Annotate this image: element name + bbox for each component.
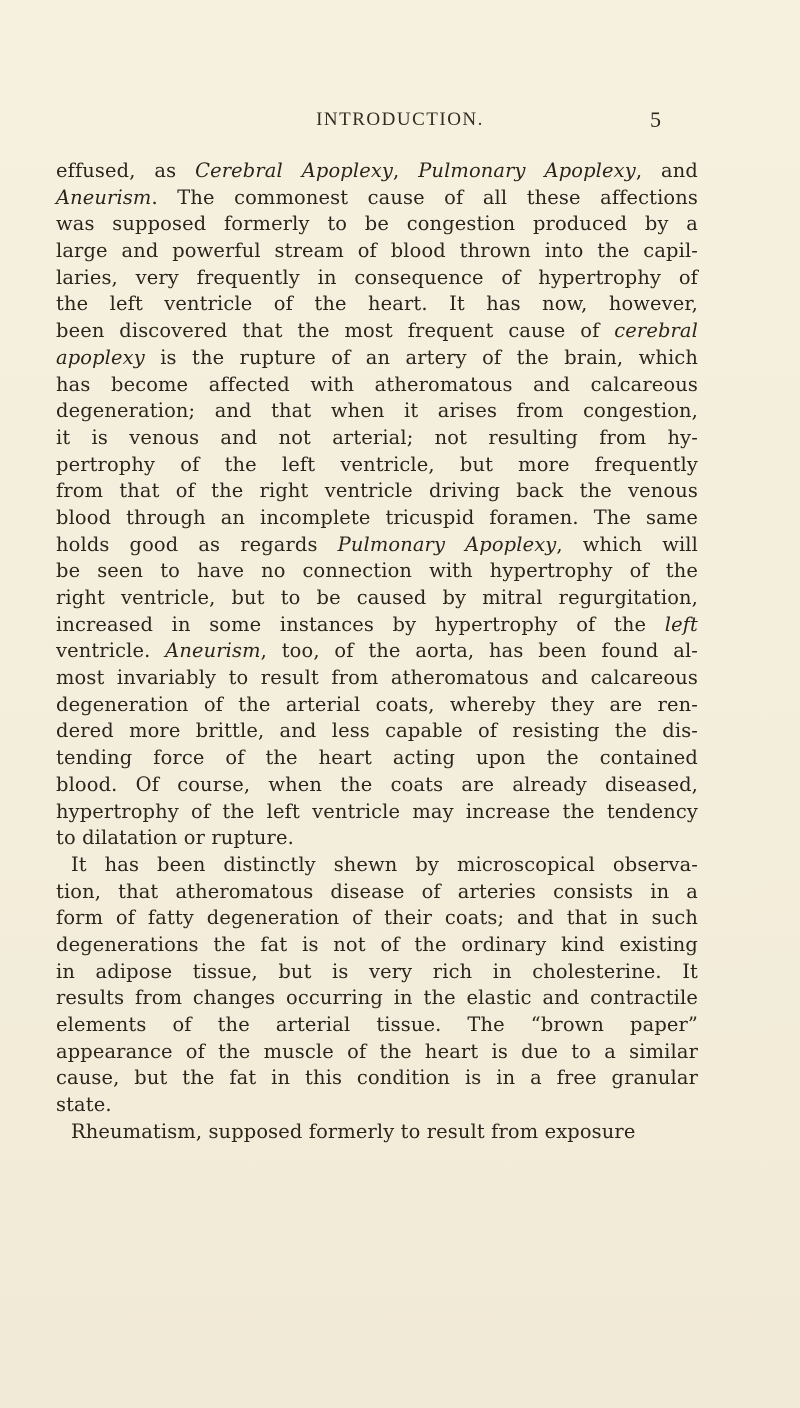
italic-term: Aneurism: [165, 639, 261, 663]
text-line: [56, 959, 698, 986]
text-line: [56, 905, 698, 932]
text-line: [56, 425, 698, 452]
text-segment: most invariably to result from atheromatous and calcareous: [56, 666, 698, 690]
text-segment: to dilatation or rupture.: [56, 826, 294, 850]
text-line: [56, 585, 698, 612]
text-line: [56, 692, 698, 719]
text-segment: elements of the arterial tissue. The “brown paper”: [56, 1013, 698, 1036]
italic-term: Pulmonary Apoplexy: [418, 159, 636, 182]
text-segment: it is venous and not arterial; not resulting from hy-: [56, 425, 698, 449]
text-line: [56, 985, 698, 1012]
text-segment: be seen to have no connection with hypertrophy of the: [56, 559, 698, 583]
text-segment: ventricle.: [56, 639, 166, 663]
text-segment: , which will: [556, 532, 698, 556]
text-line: [56, 1039, 698, 1066]
text-segment: blood. Of course, when the coats are already diseased,: [56, 772, 698, 796]
italic-term: left: [664, 612, 698, 636]
body-text: [56, 158, 698, 1145]
text-segment: results from changes occurring in the elastic and contractile: [56, 986, 698, 1010]
text-segment: It has been distinctly shewn by microscopical observa-: [71, 852, 698, 876]
text-segment: laries, very frequently in consequence of hypertrophy of: [56, 265, 698, 289]
text-segment: increased in some instances by hypertrophy of the: [56, 612, 665, 636]
running-head: INTRODUCTION.: [316, 109, 484, 130]
italic-term: cerebral: [614, 319, 698, 343]
text-segment: cause, but the fat in this condition is in a free granular: [56, 1066, 698, 1090]
text-line: [56, 452, 698, 479]
text-line: [56, 318, 698, 345]
text-segment: form of fatty degeneration of their coats; and that in such: [56, 906, 698, 930]
italic-term: apoplexy: [56, 345, 145, 369]
text-segment: state.: [56, 1093, 112, 1117]
text-line: [56, 1092, 698, 1119]
text-line: [56, 478, 698, 505]
text-segment: degeneration of the arterial coats, whereby they are ren-: [56, 692, 698, 716]
text-segment: , and: [635, 159, 698, 182]
text-line: [56, 265, 698, 292]
text-line: [56, 718, 698, 745]
text-line: [56, 345, 698, 372]
text-segment: holds good as regards: [56, 532, 338, 556]
text-line: [56, 638, 698, 665]
text-segment: , too, of the aorta, has been found al-: [260, 639, 698, 663]
text-segment: in adipose tissue, but is very rich in cholesterine. It: [56, 959, 698, 983]
text-line: [56, 558, 698, 585]
text-line: [56, 852, 698, 879]
text-segment: effused, as: [56, 159, 196, 182]
text-segment: degenerations the fat is not of the ordinary kind existing: [56, 932, 698, 956]
text-line: [56, 1012, 698, 1039]
text-segment: large and powerful stream of blood thrown into the capil-: [56, 239, 698, 263]
text-line: [56, 291, 698, 318]
text-line: [56, 158, 698, 185]
text-segment: tending force of the heart acting upon the contained: [56, 746, 698, 770]
text-line: [56, 932, 698, 959]
text-segment: the left ventricle of the heart. It has now, however,: [56, 292, 698, 316]
text-segment: degeneration; and that when it arises from congestion,: [56, 399, 698, 423]
italic-term: Cerebral Apoplexy: [195, 159, 394, 182]
text-line: [56, 799, 698, 826]
text-line: [56, 185, 698, 212]
text-line: [56, 372, 698, 399]
text-line: [56, 532, 698, 559]
text-line: [56, 745, 698, 772]
text-segment: hypertrophy of the left ventricle may increase the tendency: [56, 799, 698, 823]
italic-term: Pulmonary Apoplexy: [337, 532, 557, 556]
text-segment: . The commonest cause of all these affections: [151, 185, 698, 209]
text-line: [56, 1119, 698, 1146]
text-line: [56, 879, 698, 906]
text-segment: dered more brittle, and less capable of resisting the dis-: [56, 719, 698, 743]
text-segment: right ventricle, but to be caused by mitral regurgitation,: [56, 586, 698, 609]
text-segment: been discovered that the most frequent cause of: [56, 319, 615, 343]
page-number: 5: [650, 107, 661, 132]
text-line: [56, 211, 698, 238]
text-line: [56, 612, 698, 639]
text-segment: was supposed formerly to be congestion produced by a: [56, 212, 698, 236]
italic-term: Aneurism: [56, 185, 152, 209]
text-segment: tion, that atheromatous disease of arteries consists in a: [56, 879, 698, 903]
text-line: [56, 825, 698, 852]
text-segment: ,: [393, 159, 419, 182]
text-line: [56, 238, 698, 265]
text-line: [56, 505, 698, 532]
text-segment: Rheumatism, supposed formerly to result from exposure: [71, 1119, 636, 1143]
text-segment: has become affected with atheromatous and calcareous: [56, 372, 698, 396]
text-line: [56, 1065, 698, 1092]
text-segment: appearance of the muscle of the heart is due to a similar: [56, 1039, 698, 1063]
text-segment: from that of the right ventricle driving back the venous: [56, 479, 698, 503]
text-segment: is the rupture of an artery of the brain, which: [144, 345, 698, 369]
text-segment: blood through an incomplete tricuspid foramen. The same: [56, 505, 698, 529]
text-segment: pertrophy of the left ventricle, but more frequently: [56, 452, 698, 476]
text-line: [56, 665, 698, 692]
text-line: [56, 398, 698, 425]
text-line: [56, 772, 698, 799]
page-header: [0, 109, 800, 139]
